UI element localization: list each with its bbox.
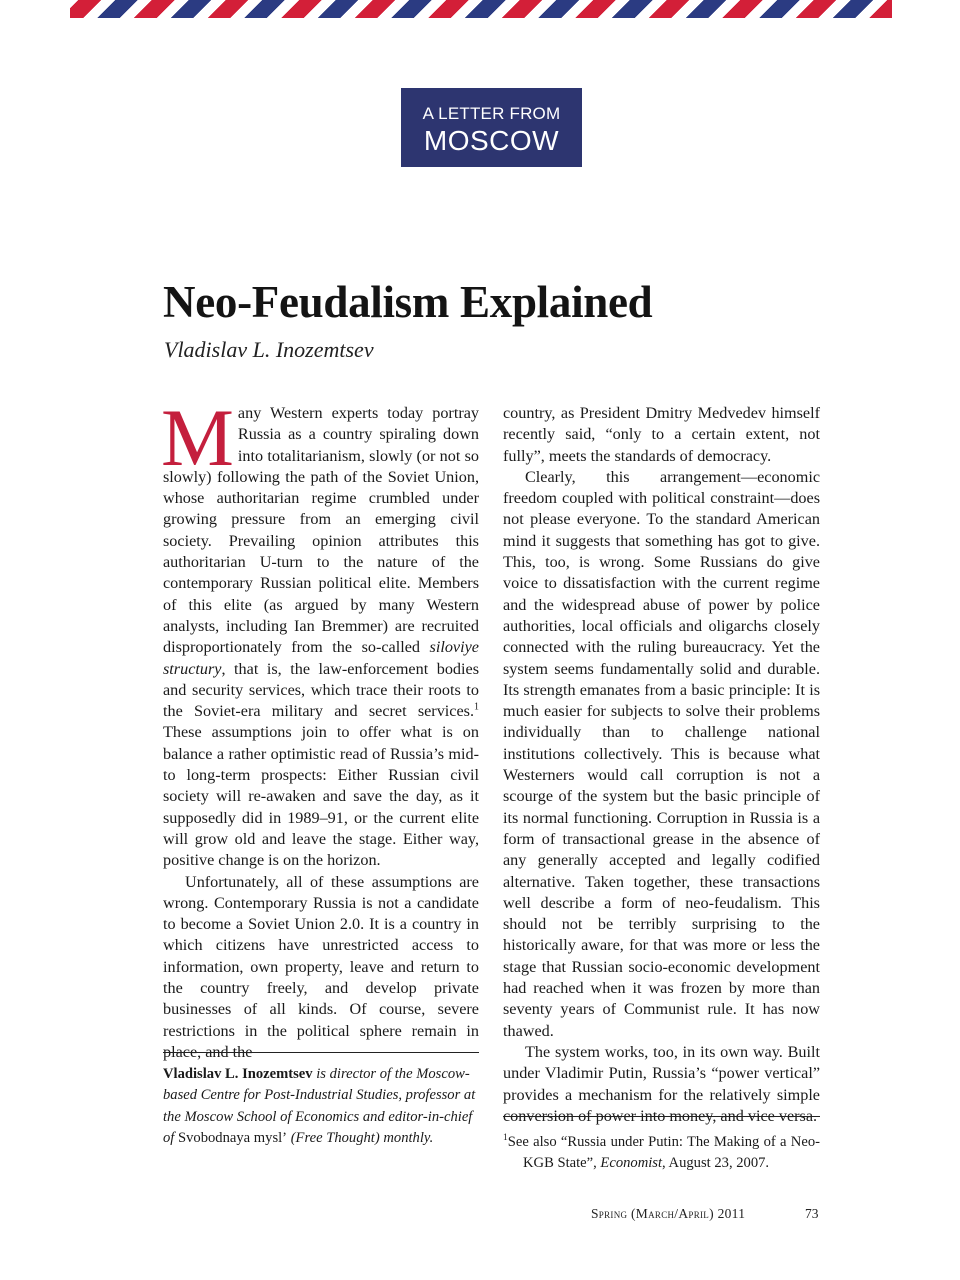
- footnote-number: 1: [503, 1133, 508, 1143]
- badge-city: MOSCOW: [423, 125, 560, 156]
- footnote-text: , August 23, 2007.: [662, 1155, 770, 1172]
- badge-kicker: A LETTER FROM: [422, 104, 561, 123]
- bio-text: (Free Thought) monthly.: [287, 1129, 434, 1146]
- right-column: [503, 403, 820, 1127]
- airmail-stripe-border: [70, 0, 892, 18]
- article-author: Vladislav L. Inozemtsev: [164, 337, 374, 362]
- paragraph: country, as President Dmitry Medvedev himself recently said, “only to a certain extent, not fully”, meets the standards of democracy.: [503, 404, 820, 465]
- section-badge: [401, 88, 582, 167]
- footnote-text: See also “Russia under Putin: The Making of a Neo-KGB State”,: [507, 1133, 820, 1172]
- drop-cap: M: [161, 392, 234, 483]
- footnote-reference[interactable]: 1: [474, 701, 479, 713]
- footnote-journal: Economist: [600, 1155, 663, 1172]
- bio-name: Vladislav L. Inozemtsev: [163, 1066, 313, 1082]
- left-column: [161, 392, 479, 1063]
- bio-text: is director of the Moscow-based Centre for Post-Industrial Studies, professor at the Moscow School of Economics and editor-in-chief of: [163, 1066, 476, 1146]
- paragraph: Clearly, this arrangement—economic freedom coupled with political constraint—does not please everyone. To the standard American mind it suggests that something has got to give. This, too, is wrong. Some Russians do give voice to dissatisfaction with the current regime and the widespread abuse of power by police authorities, local officials and oligarchs closely connected with the ruling bureaucracy. Yet the system seems fundamentally solid and durable. Its strength emanates from a basic principle: It is much easier for subjects to solve their problems individually than to challenge national institutions collectively. This is because what Westerners would call corruption is not a scourge of the system but the basic principle of its normal functioning. Corruption in Russia is a form of transactional grease in the absence of any generally accepted and legally codified alternative. Taken together, these transactions well describe a form of neo-feudalism. This should not be terribly surprising to the historically aware, for that was more or less the stage that Russian socio-economic development had reached when it was frozen by more than seventy years of Communist rule. It has now thawed.: [503, 467, 820, 1040]
- bio-publication: Svobodnaya mysl’: [178, 1129, 288, 1146]
- author-bio: [163, 1064, 479, 1149]
- footnote-divider: [503, 1116, 820, 1117]
- bio-divider: [163, 1052, 479, 1053]
- italic-term: siloviye structury: [163, 638, 479, 678]
- issue-label: Spring (March/April) 2011: [591, 1206, 746, 1221]
- paragraph: Unfortunately, all of these assumptions are wrong. Contemporary Russia is not a candidate to become a Soviet Union 2.0. It is a country in which citizens have unrestricted access to information, own property, leave and return to the country freely, and develop private businesses of all kinds. Of course, severe restrictions in the political sphere remain in place, and the: [163, 872, 479, 1061]
- paragraph: The system works, too, in its own way. Built under Vladimir Putin, Russia’s “power vertical” provides a mechanism for the relatively simple conversion of power into money, and vice versa.: [503, 1042, 820, 1125]
- paragraph-text: , that is, the law-enforcement bodies and security services, which trace their roots to the Soviet-era military and secret services.: [163, 659, 479, 721]
- page-number: 73: [805, 1206, 819, 1221]
- article-title: Neo-Feudalism Explained: [163, 277, 653, 327]
- footnote: [503, 1128, 820, 1174]
- paragraph-text: These assumptions join to offer what is on balance a rather optimistic read of Russia’s mid- to long-term prospects: Either Russian civil society will re-awaken and save the day, as it supposedly did in 1989–91, or the current elite will grow old and leave the stage. Either way, positive change is on the horizon.: [163, 723, 479, 870]
- paragraph: [161, 392, 479, 872]
- paragraph-text: any Western experts today portray Russia as a country spiraling down into totalitarianism, slowly (or not so slowly) following the path of the Soviet Union, whose authoritarian regime crumbled under growing pressure from an emerging civil society. Prevailing opinion attributes this authoritarian U-turn to the nature of the contemporary Russian political elite. Members of this elite (as argued by many Western analysts, including Ian Bremmer) are recruited disproportionately from the so-called: [163, 404, 479, 657]
